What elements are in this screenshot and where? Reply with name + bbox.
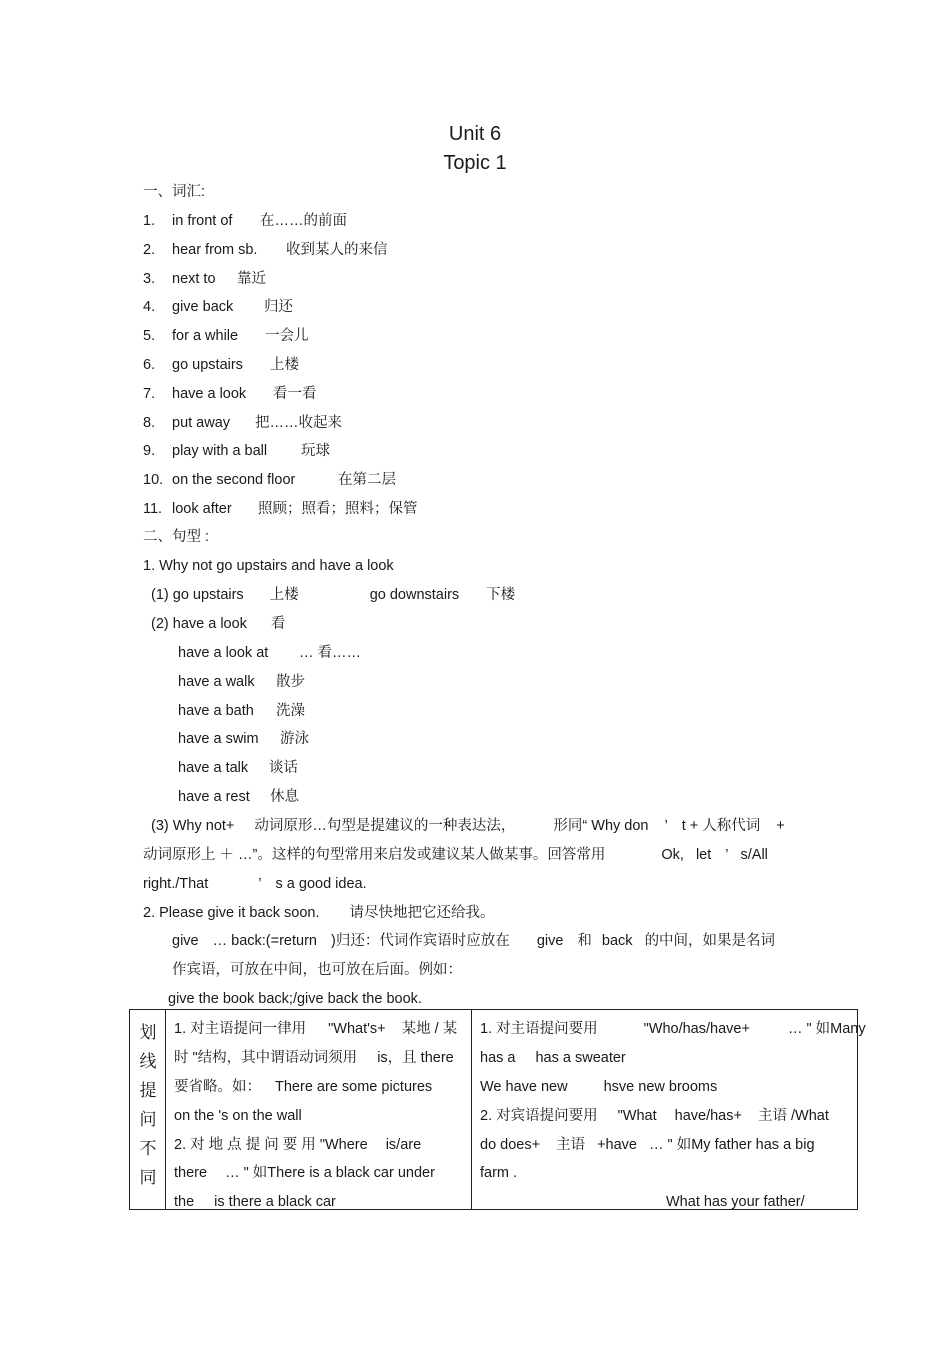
- side-label-char: 提: [139, 1081, 157, 1100]
- mid-l2-a: 时 "结构，其中谓语动词须用: [174, 1050, 358, 1066]
- right-l1: [480, 1020, 866, 1038]
- vocab-number: 7.: [143, 386, 156, 402]
- phrase-english: have a bath: [178, 703, 254, 719]
- mid-l1-a: 1. 对主语提问一律用: [174, 1021, 307, 1037]
- phrase-english: have a look at: [178, 645, 269, 661]
- right-l6: farm .: [480, 1165, 518, 1181]
- phrase-item: [178, 644, 361, 662]
- p3-l1-f: +: [776, 818, 785, 834]
- p3-l1-a: (3) Why not+: [151, 818, 235, 834]
- mid-l3-b: There are some pictures: [275, 1079, 433, 1095]
- point-2-zh: 看: [270, 616, 286, 632]
- vocab-english: put away: [172, 415, 231, 431]
- p3-l2-c: let: [695, 847, 712, 863]
- phrase-chinese: 洗澡: [276, 703, 305, 719]
- phrase-item: [178, 702, 305, 720]
- vocab-english: next to: [172, 271, 216, 287]
- p3-l3-c: s a good idea.: [275, 876, 367, 892]
- vocab-item: [143, 241, 388, 259]
- vocab-chinese: 一会儿: [265, 328, 309, 344]
- right-l4-a: 2. 对宾语提问要用: [480, 1108, 598, 1124]
- phrase-item: [178, 730, 309, 748]
- right-l2-b: has a sweater: [535, 1050, 626, 1066]
- vocab-item: [143, 471, 396, 489]
- point-2-en: (2) have a look: [151, 616, 247, 632]
- right-l2-a: has a: [480, 1050, 516, 1066]
- mid-l6: [174, 1164, 435, 1182]
- right-l4-d: 主语 /What: [757, 1108, 829, 1124]
- right-l5-e: My father has a big: [691, 1137, 815, 1153]
- mid-l6-b: … " 如: [225, 1165, 268, 1181]
- mid-l7: [174, 1193, 336, 1211]
- mid-l6-a: there: [174, 1165, 208, 1181]
- vocab-english: play with a ball: [172, 443, 268, 459]
- s2-l2-e: 和: [577, 933, 592, 949]
- mid-l5: [174, 1136, 421, 1154]
- vocab-chinese: 收到某人的来信: [286, 242, 388, 258]
- vocab-english: give back: [172, 299, 234, 315]
- comparison-table: [129, 1009, 866, 1210]
- right-l5: [480, 1136, 815, 1154]
- p3-l2-e: s/All: [740, 847, 768, 863]
- phrase-chinese: 游泳: [280, 731, 309, 747]
- p3-l3-a: right./That: [143, 876, 209, 892]
- vocab-chinese: 照顾；照看；照料；保管: [258, 501, 418, 517]
- right-l4-c: have/has+: [674, 1108, 742, 1124]
- side-label-char: 不: [139, 1139, 157, 1158]
- point-3-line-1: [151, 817, 785, 835]
- right-l3-b: hsve new brooms: [603, 1079, 718, 1095]
- s2-l2-g: 的中间，如果是名词: [644, 933, 776, 949]
- mid-l6-c: There is a black car under: [267, 1165, 435, 1181]
- side-label-char: 问: [139, 1110, 157, 1129]
- phrase-chinese: 谈话: [269, 760, 298, 776]
- vocab-chinese: 上楼: [270, 357, 299, 373]
- mid-l5-b: is/are: [385, 1137, 422, 1153]
- vocab-heading: 一、词汇:: [143, 184, 206, 200]
- s2-en: 2. Please give it back soon.: [143, 905, 320, 921]
- right-l7: What has your father/: [666, 1194, 805, 1210]
- vocab-number: 2.: [143, 242, 156, 258]
- unit-title: Unit 6: [448, 123, 502, 145]
- vocab-number: 9.: [143, 443, 156, 459]
- s2-l2-d: give: [536, 933, 564, 949]
- p3-l1-d: ’: [664, 818, 668, 834]
- sentence-heading: 二、句型 :: [143, 529, 210, 545]
- p3-l1-b: 动词原形…句型是提建议的一种表达法，: [254, 818, 516, 834]
- mid-l1-b: "What's+: [328, 1021, 386, 1037]
- right-l4: [480, 1107, 829, 1125]
- right-l1-b: "Who/has/have+: [643, 1021, 750, 1037]
- mid-l7-a: the: [174, 1194, 195, 1210]
- vocab-english: have a look: [172, 386, 247, 402]
- right-l5-b: 主语: [556, 1137, 586, 1153]
- point-1-zh-2: 下楼: [486, 587, 516, 603]
- vocab-item: [143, 442, 330, 460]
- vocab-chinese: 玩球: [301, 443, 330, 459]
- vocab-item: [143, 270, 266, 288]
- vocab-english: look after: [172, 501, 232, 517]
- phrase-english: have a talk: [178, 760, 249, 776]
- vocab-item: [143, 298, 293, 316]
- right-l2: [480, 1049, 626, 1067]
- vocab-chinese: 看一看: [273, 386, 317, 402]
- phrase-chinese: … 看……: [299, 645, 362, 661]
- table-side-label: [130, 1010, 166, 1209]
- mid-l3: [174, 1078, 432, 1096]
- s2-l2-c: )归还：代词作宾语时应放在: [330, 933, 510, 949]
- sentence-1-point-2: [151, 615, 285, 633]
- vocab-item: [143, 356, 299, 374]
- right-l3-a: We have new: [480, 1079, 568, 1095]
- sentence-2-line-4: give the book back;/give back the book.: [168, 991, 422, 1007]
- vocab-number: 4.: [143, 299, 156, 315]
- phrase-english: have a rest: [178, 789, 250, 805]
- vocab-english: go upstairs: [172, 357, 243, 373]
- s2-l2-a: give: [172, 933, 199, 949]
- right-l1-a: 1. 对主语提问要用: [480, 1021, 598, 1037]
- p3-l1-c: 形同“ Why don: [553, 818, 649, 834]
- sentence-1-point-1: [151, 586, 515, 604]
- vocab-chinese: 靠近: [237, 271, 266, 287]
- vocab-number: 6.: [143, 357, 156, 373]
- vocab-english: for a while: [172, 328, 239, 344]
- vocab-number: 10.: [143, 472, 164, 488]
- s2-zh: 请尽快地把它还给我。: [349, 905, 495, 921]
- phrase-chinese: 休息: [270, 789, 299, 805]
- point-1-zh: 上楼: [269, 587, 299, 603]
- vocab-item: [143, 327, 309, 345]
- vocab-english: hear from sb.: [172, 242, 258, 258]
- point-3-line-2: [143, 846, 768, 864]
- p3-l1-e: t + 人称代词: [681, 818, 761, 834]
- sentence-2-line-2: [172, 932, 775, 950]
- vocab-number: 8.: [143, 415, 156, 431]
- vocab-chinese: 把……收起来: [255, 415, 342, 431]
- vocab-item: [143, 385, 317, 403]
- mid-l1-c: 某地 / 某: [401, 1021, 458, 1037]
- phrase-chinese: 散步: [276, 674, 305, 690]
- vocab-number: 3.: [143, 271, 156, 287]
- mid-l1: [174, 1020, 457, 1038]
- right-l1-d: Many: [830, 1021, 866, 1037]
- s2-l2-f: back: [601, 933, 633, 949]
- vocab-item: [143, 212, 347, 230]
- sentence-2: [143, 904, 495, 922]
- right-l4-b: "What: [617, 1108, 657, 1124]
- mid-l7-b: is there a black car: [214, 1194, 336, 1210]
- right-l3: [480, 1078, 717, 1096]
- p3-l2-a: 动词原形上 ＋ …”。这样的句型常用来启发或建议某人做某事。回答常用: [143, 847, 606, 863]
- point-3-line-3: [143, 875, 367, 893]
- s2-l2-b: … back:(=return: [212, 933, 317, 949]
- mid-l2: [174, 1049, 454, 1067]
- point-1-en: (1) go upstairs: [151, 587, 244, 603]
- vocab-item: [143, 500, 418, 518]
- vocab-chinese: 在第二层: [338, 472, 396, 488]
- right-l5-d: … " 如: [649, 1137, 692, 1153]
- phrase-english: have a swim: [178, 731, 259, 747]
- vocab-number: 1.: [143, 213, 156, 229]
- side-label-char: 同: [139, 1168, 157, 1187]
- sentence-1: 1. Why not go upstairs and have a look: [143, 558, 394, 574]
- mid-l2-b: is，且 there: [377, 1050, 454, 1066]
- side-label-char: 线: [139, 1052, 157, 1071]
- p3-l2-b: Ok,: [661, 847, 684, 863]
- point-1-en-2: go downstairs: [369, 587, 460, 603]
- side-label-char: 划: [139, 1023, 157, 1042]
- right-l5-a: do does+: [480, 1137, 541, 1153]
- vocab-number: 5.: [143, 328, 156, 344]
- phrase-item: [178, 673, 305, 691]
- phrase-item: [178, 759, 298, 777]
- vocab-chinese: 在……的前面: [260, 213, 347, 229]
- vocab-english: in front of: [172, 213, 233, 229]
- vocab-english: on the second floor: [172, 472, 296, 488]
- sentence-2-line-3: 作宾语，可放在中间，也可放在后面。例如：: [172, 962, 462, 978]
- p3-l3-b: ’: [258, 876, 262, 892]
- phrase-english: have a walk: [178, 674, 255, 690]
- vocab-item: [143, 414, 342, 432]
- mid-l5-a: 2. 对 地 点 提 问 要 用 "Where: [174, 1137, 368, 1153]
- mid-l4: on the 's on the wall: [174, 1108, 302, 1124]
- right-l1-c: … " 如: [787, 1021, 831, 1037]
- right-l5-c: +have: [597, 1137, 637, 1153]
- mid-l3-a: 要省略。如：: [174, 1079, 261, 1095]
- topic-title: Topic 1: [443, 152, 507, 174]
- phrase-item: [178, 788, 299, 806]
- p3-l2-d: ’: [725, 847, 729, 863]
- vocab-number: 11.: [143, 501, 163, 517]
- table-cell-who-what: [472, 1010, 866, 1210]
- vocab-chinese: 归还: [264, 299, 293, 315]
- table-cell-where: [166, 1010, 472, 1209]
